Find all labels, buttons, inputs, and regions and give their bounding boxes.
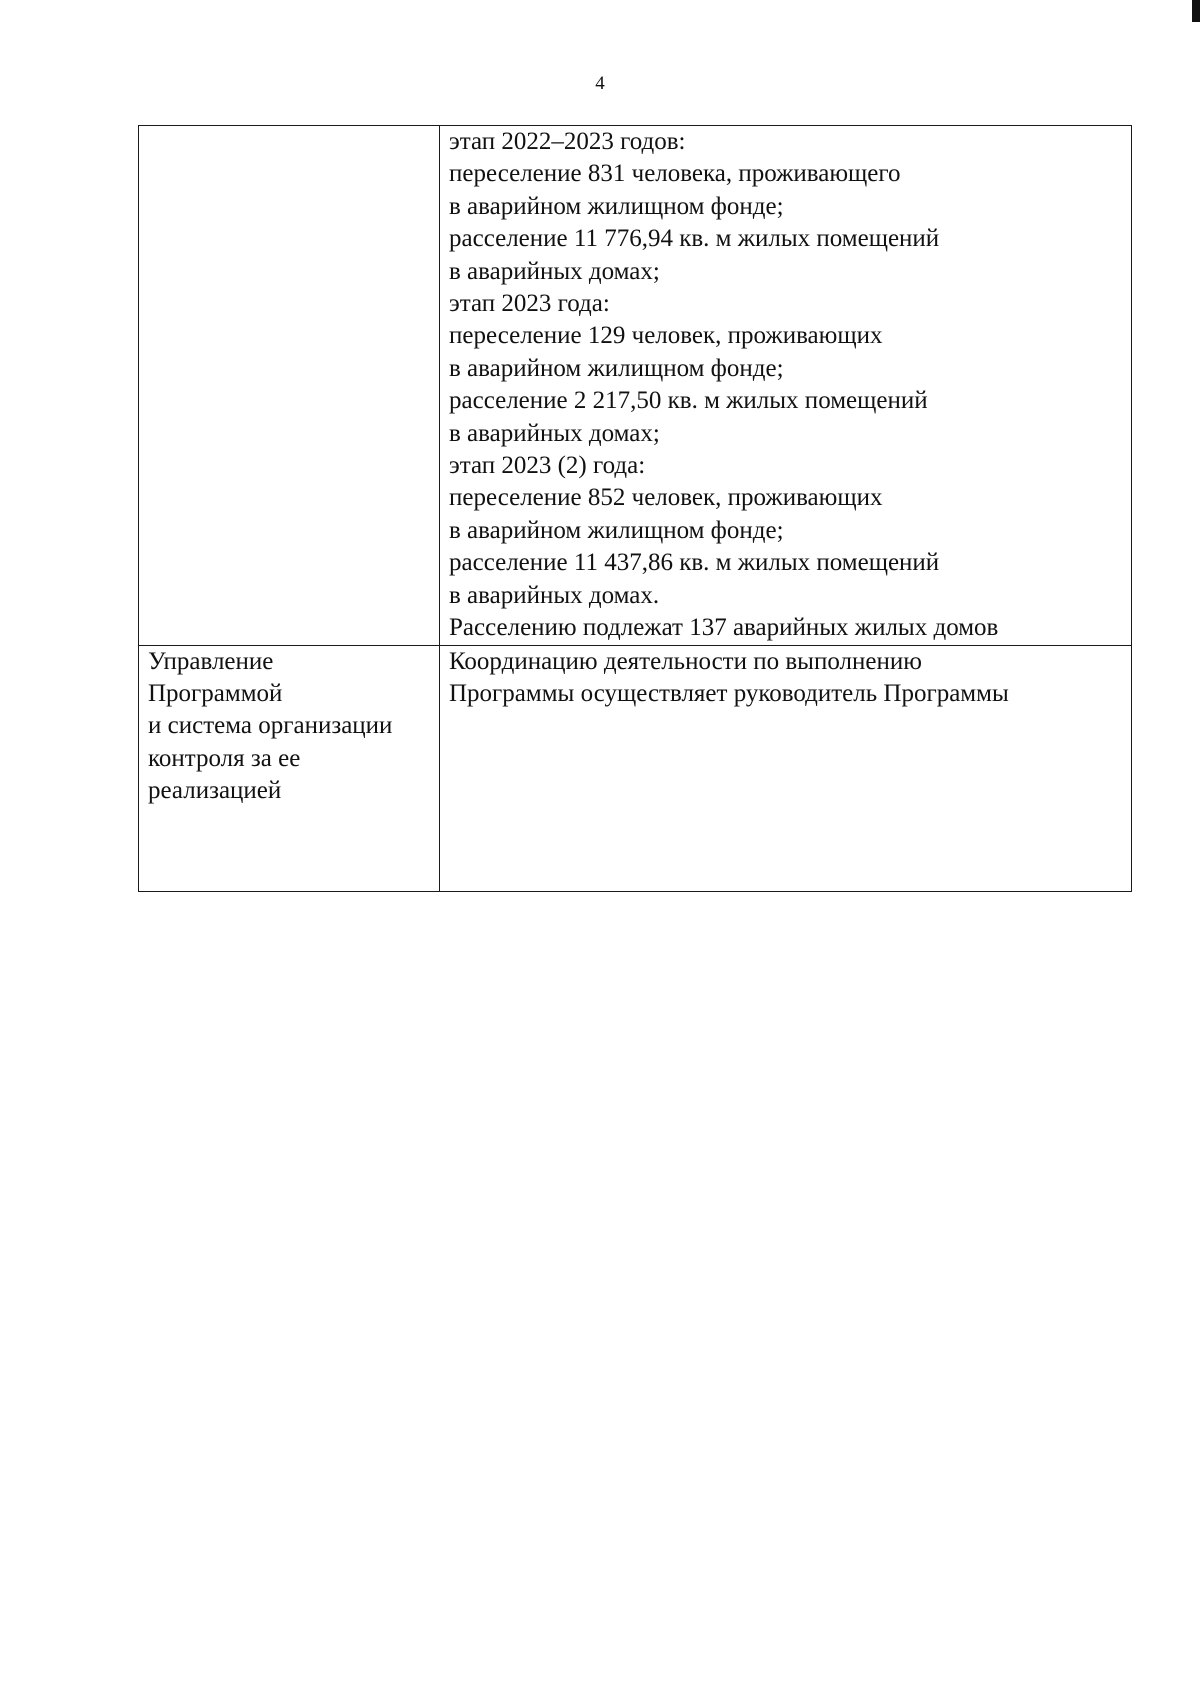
row-value-cell bbox=[440, 645, 1132, 891]
text-line: расселение 2 217,50 кв. м жилых помещений bbox=[449, 387, 928, 415]
text-line: переселение 831 человека, проживающего bbox=[449, 160, 901, 188]
stage-2023-heading: этап 2023 года: bbox=[449, 290, 610, 318]
page-number: 4 bbox=[595, 73, 605, 94]
text-line: в аварийном жилищном фонде; bbox=[449, 516, 784, 544]
text-line: в аварийных домах; bbox=[449, 257, 660, 285]
label-line: Управление bbox=[148, 647, 274, 675]
total-houses-line: Расселению подлежат 137 аварийных жилых домов bbox=[449, 614, 999, 642]
label-line: Программой bbox=[148, 679, 283, 707]
table-row bbox=[139, 126, 1132, 646]
row-label-cell bbox=[139, 645, 440, 891]
stage-2022-2023-heading: этап 2022–2023 годов: bbox=[449, 128, 686, 155]
scan-edge-mark bbox=[1192, 0, 1200, 22]
text-line: в аварийном жилищном фонде; bbox=[449, 192, 784, 220]
program-passport-table bbox=[138, 125, 1132, 892]
text-line: расселение 11 437,86 кв. м жилых помещений bbox=[449, 549, 940, 577]
text-line: в аварийном жилищном фонде; bbox=[449, 354, 784, 382]
text-line: расселение 11 776,94 кв. м жилых помещений bbox=[449, 225, 940, 253]
label-line: и система организации bbox=[148, 712, 393, 740]
stage-2023-2-heading: этап 2023 (2) года: bbox=[449, 452, 646, 480]
text-line: Координацию деятельности по выполнению bbox=[449, 647, 922, 675]
text-line: переселение 129 человек, проживающих bbox=[449, 322, 883, 350]
row-label-cell bbox=[139, 126, 440, 646]
text-line: переселение 852 человек, проживающих bbox=[449, 484, 883, 512]
label-line: контроля за ее bbox=[148, 744, 301, 772]
text-line: Программы осуществляет руководитель Программы bbox=[449, 679, 1009, 707]
label-line: реализацией bbox=[148, 777, 282, 805]
row-value-cell bbox=[440, 126, 1132, 646]
text-line: в аварийных домах; bbox=[449, 419, 660, 447]
table-row bbox=[139, 645, 1132, 891]
text-line: в аварийных домах. bbox=[449, 581, 660, 609]
